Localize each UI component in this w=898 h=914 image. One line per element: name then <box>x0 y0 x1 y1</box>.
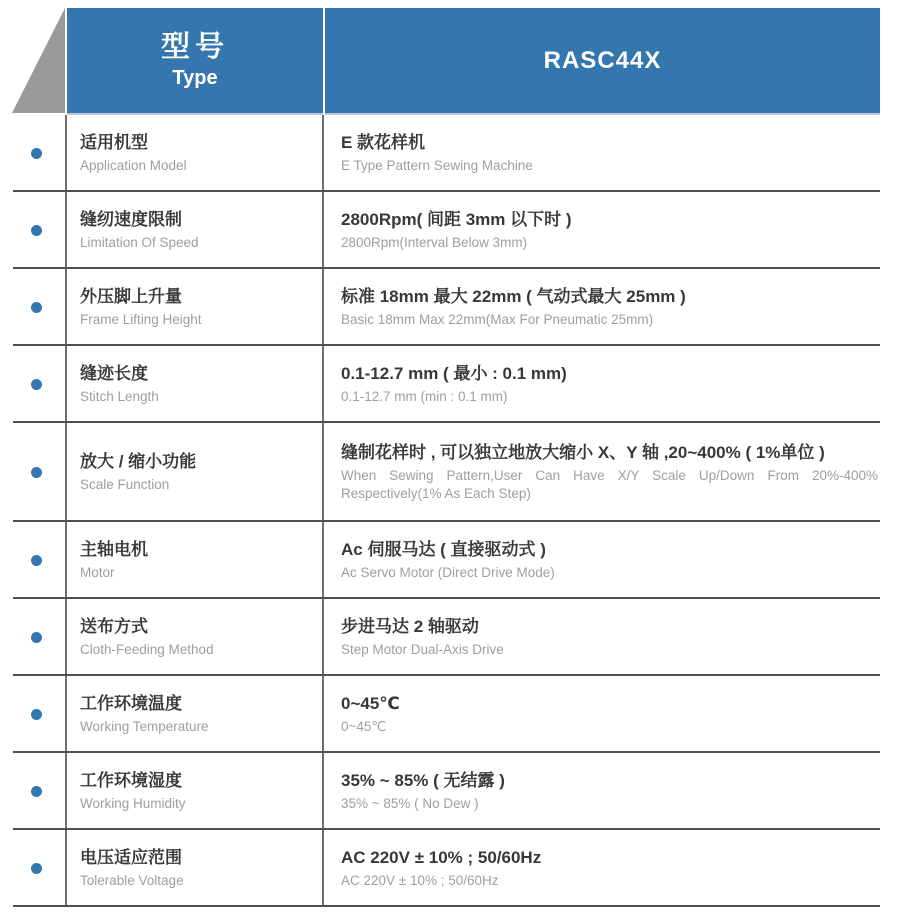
row-value-cell <box>323 423 898 522</box>
row-label-zh: 电压适应范围 <box>80 847 182 867</box>
row-value-zh: 0~45℃ <box>341 693 400 713</box>
row-label-cell <box>66 599 323 676</box>
row-value-en: Basic 18mm Max 22mm(Max For Pneumatic 25mm) <box>341 311 654 327</box>
row-label-en: Frame Lifting Height <box>80 311 202 327</box>
row-label-en: Application Model <box>80 157 187 173</box>
row-label-zh: 工作环境温度 <box>80 693 182 713</box>
table-row-stitch-length <box>0 346 898 423</box>
row-value-zh: 2800Rpm( 间距 3mm 以下时 ) <box>341 209 572 229</box>
row-value-cell <box>323 115 898 192</box>
row-label-cell <box>66 522 323 599</box>
row-value-en: 2800Rpm(Interval Below 3mm) <box>341 234 528 250</box>
row-value-en: 0~45℃ <box>341 718 387 734</box>
row-label-zh: 缝纫速度限制 <box>80 209 182 229</box>
row-label-cell <box>66 192 323 269</box>
table-row-cloth-feeding-method <box>0 599 898 676</box>
row-value-cell <box>323 599 898 676</box>
row-label-en: Stitch Length <box>80 388 159 404</box>
row-value-zh: 0.1-12.7 mm ( 最小 : 0.1 mm) <box>341 363 567 383</box>
bullet-icon <box>31 709 42 720</box>
table-row-working-humidity <box>0 753 898 830</box>
row-value-zh: 步进马达 2 轴驱动 <box>341 616 479 636</box>
row-value-cell <box>323 346 898 423</box>
row-value-en: 0.1-12.7 mm (min : 0.1 mm) <box>341 388 508 404</box>
row-value-en: E Type Pattern Sewing Machine <box>341 157 533 173</box>
row-bullet-cell <box>0 830 66 907</box>
row-value-zh: AC 220V ± 10% ; 50/60Hz <box>341 847 542 867</box>
table-row-working-temperature <box>0 676 898 753</box>
row-label-en: Scale Function <box>80 476 170 492</box>
header-type-title-en: Type <box>172 67 218 90</box>
row-value-zh: Ac 伺服马达 ( 直接驱动式 ) <box>341 539 546 559</box>
row-label-cell <box>66 115 323 192</box>
row-label-cell <box>66 423 323 522</box>
table-row-frame-lifting-height <box>0 269 898 346</box>
header-type-cell <box>67 8 323 115</box>
row-value-zh: 标准 18mm 最大 22mm ( 气动式最大 25mm ) <box>341 286 686 306</box>
row-label-cell <box>66 346 323 423</box>
row-value-zh: 35% ~ 85% ( 无结露 ) <box>341 770 505 790</box>
bullet-icon <box>31 302 42 313</box>
row-value-en: AC 220V ± 10% ; 50/60Hz <box>341 872 499 888</box>
row-value-cell <box>323 676 898 753</box>
row-value-cell <box>323 753 898 830</box>
corner-triangle-decoration <box>12 8 65 113</box>
row-label-zh: 外压脚上升量 <box>80 286 182 306</box>
row-value-zh: E 款花样机 <box>341 132 426 152</box>
row-bullet-cell <box>0 346 66 423</box>
bullet-icon <box>31 225 42 236</box>
row-value-en: Ac Servo Motor (Direct Drive Mode) <box>341 564 555 580</box>
row-label-zh: 缝迹长度 <box>80 363 148 383</box>
table-row-motor <box>0 522 898 599</box>
header-model-cell <box>325 8 880 115</box>
row-label-cell <box>66 753 323 830</box>
row-label-en: Limitation Of Speed <box>80 234 199 250</box>
bullet-icon <box>31 467 42 478</box>
row-label-en: Motor <box>80 564 115 580</box>
row-label-cell <box>66 269 323 346</box>
table-row-speed-limit <box>0 192 898 269</box>
row-bullet-cell <box>0 676 66 753</box>
row-label-cell <box>66 830 323 907</box>
row-value-zh: 缝制花样时 , 可以独立地放大缩小 X、Y 轴 ,20~400% ( 1%单位 ) <box>341 442 825 462</box>
table-row-application-model <box>0 115 898 192</box>
row-bullet-cell <box>0 753 66 830</box>
table-row-scale-function <box>0 423 898 522</box>
row-label-en: Working Humidity <box>80 795 186 811</box>
row-label-en: Working Temperature <box>80 718 209 734</box>
row-label-zh: 放大 / 缩小功能 <box>80 451 197 471</box>
row-label-en: Cloth-Feeding Method <box>80 641 214 657</box>
bullet-icon <box>31 555 42 566</box>
row-label-zh: 工作环境湿度 <box>80 770 182 790</box>
row-bullet-cell <box>0 192 66 269</box>
bullet-icon <box>31 863 42 874</box>
bullet-icon <box>31 148 42 159</box>
row-label-zh: 主轴电机 <box>80 539 148 559</box>
row-bullet-cell <box>0 423 66 522</box>
row-bullet-cell <box>0 522 66 599</box>
row-label-cell <box>66 676 323 753</box>
bullet-icon <box>31 786 42 797</box>
header-model-name: RASC44X <box>543 46 662 74</box>
row-bullet-cell <box>0 115 66 192</box>
row-value-en: 35% ~ 85% ( No Dew ) <box>341 795 479 811</box>
bullet-icon <box>31 632 42 643</box>
row-value-en: When Sewing Pattern,User Can Have X/Y Scale Up/Down From 20%-400% Respectively(1% As Each Step) <box>341 467 878 501</box>
row-label-zh: 送布方式 <box>80 616 148 636</box>
spec-rows <box>0 115 898 907</box>
bullet-icon <box>31 379 42 390</box>
row-value-en: Step Motor Dual-Axis Drive <box>341 641 504 657</box>
table-row-tolerable-voltage <box>0 830 898 907</box>
row-bullet-cell <box>0 599 66 676</box>
row-value-cell <box>323 522 898 599</box>
row-value-cell <box>323 830 898 907</box>
header-type-title-zh: 型号 <box>160 30 229 63</box>
row-value-cell <box>323 269 898 346</box>
row-label-en: Tolerable Voltage <box>80 872 184 888</box>
row-bullet-cell <box>0 269 66 346</box>
row-label-zh: 适用机型 <box>80 132 148 152</box>
row-value-cell <box>323 192 898 269</box>
